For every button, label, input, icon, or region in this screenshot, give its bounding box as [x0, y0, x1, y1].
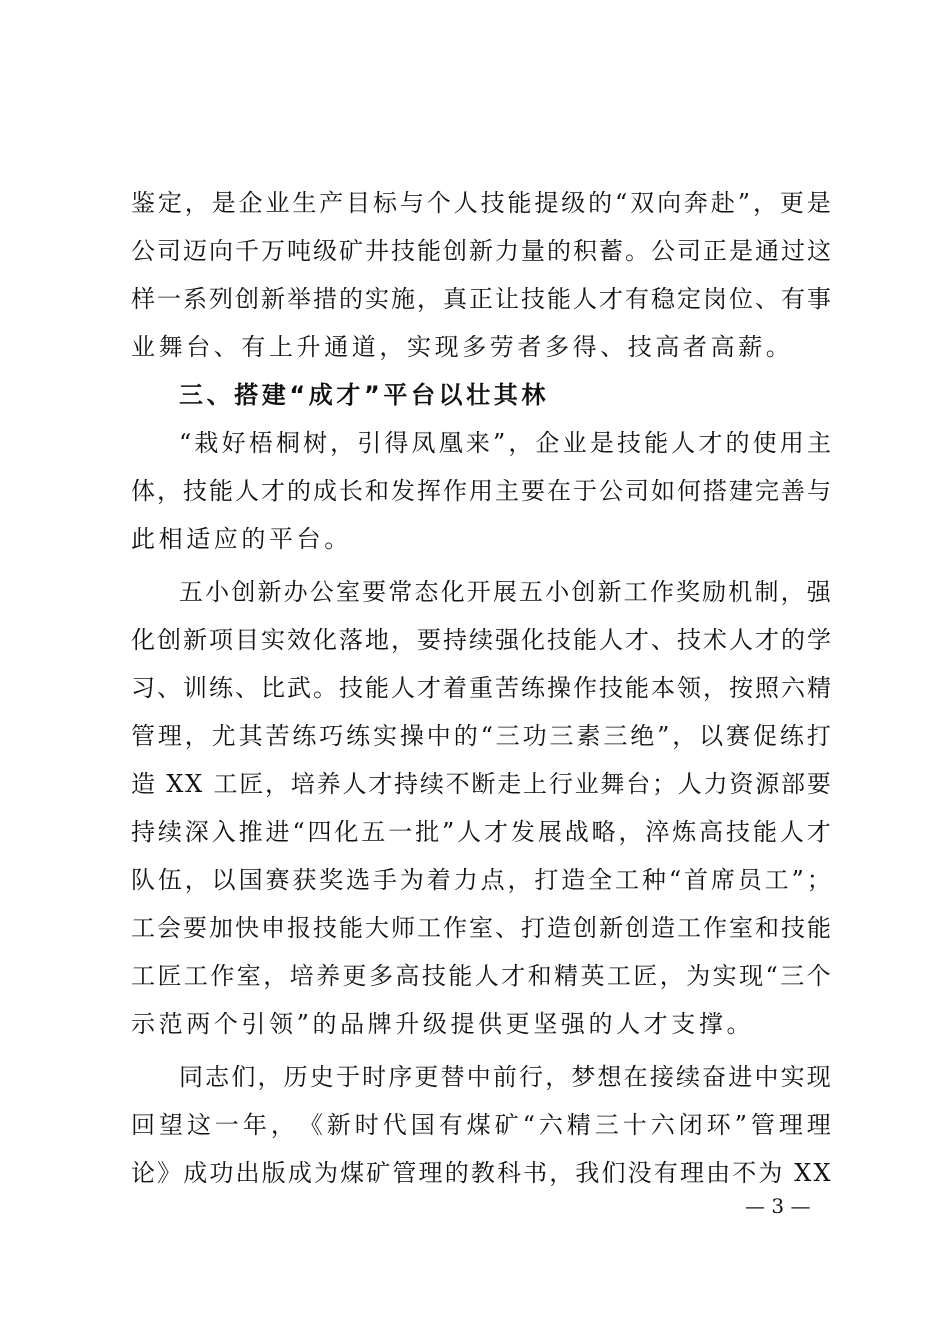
paragraph: [131, 419, 831, 563]
document-body: [131, 179, 831, 1197]
text-line: 样 一 系 列 创 新 举 措 的 实 施 ， 真 正 让 技 能 人 才 有 稳 定 岗 位 、 有 事: [131, 285, 831, 313]
text-line: 公 司 迈 向 千 万 吨 级 矿 井 技 能 创 新 力 量 的 积 蓄 。 公 司 正 是 通 过 这: [131, 237, 831, 265]
section-heading: [131, 371, 831, 419]
text-line: 管 理 ， 尤 其 苦 练 巧 练 实 操 中 的 “ 三 功 三 素 三 绝 ” ， 以 赛 促 练 打: [131, 722, 831, 750]
paragraph: [131, 179, 831, 371]
text-line: “ 栽 好 梧 桐 树 ， 引 得 凤 凰 来 ” ， 企 业 是 技 能 人 才 的 使 用 主: [179, 429, 831, 457]
text-line: 鉴 定 ， 是 企 业 生 产 目 标 与 个 人 技 能 提 级 的 “ 双 向 奔 赴 ” ， 更 是: [131, 189, 831, 217]
text-line: 五 小 创 新 办 公 室 要 常 态 化 开 展 五 小 创 新 工 作 奖 励 机 制 ， 强: [179, 578, 831, 606]
text-line: 持 续 深 入 推 进 “ 四 化 五 一 批 ” 人 才 发 展 战 略 ， 淬 炼 高 技 能 人 才: [131, 818, 831, 846]
text-line: 同 志 们 ， 历 史 于 时 序 更 替 中 前 行 ， 梦 想 在 接 续 奋 进 中 实 现: [179, 1063, 831, 1091]
text-line: 体 ， 技 能 人 才 的 成 长 和 发 挥 作 用 主 要 在 于 公 司 如 何 搭 建 完 善 与: [131, 477, 831, 505]
text-line: 业舞台、有上升通道，实现多劳者多得、技高者高薪。: [131, 333, 794, 361]
paragraph: [131, 1053, 831, 1197]
text-line: 习 、 训 练 、 比 武 。 技 能 人 才 着 重 苦 练 操 作 技 能 本 领 ， 按 照 六 精: [131, 674, 831, 702]
text-line: 工 会 要 加 快 申 报 技 能 大 师 工 作 室 、 打 造 创 新 创 造 工 作 室 和 技 能: [131, 914, 831, 942]
text-line: 示范两个引领”的品牌升级提供更坚强的人才支撑。: [131, 1010, 755, 1038]
text-line: 回 望 这 一 年 ， 《 新 时 代 国 有 煤 矿 “ 六 精 三 十 六 闭 环 ” 管 理 理: [131, 1111, 831, 1139]
text-line: 此相适应的平台。: [131, 525, 352, 553]
text-line: 化 创 新 项 目 实 效 化 落 地 ， 要 持 续 强 化 技 能 人 才 、 技 术 人 才 的 学: [131, 626, 831, 654]
text-line: 论 》 成 功 出 版 成 为 煤 矿 管 理 的 教 科 书 ， 我 们 没 有 理 由 不 为 X X: [131, 1159, 831, 1187]
text-line: 工 匠 工 作 室 ， 培 养 更 多 高 技 能 人 才 和 精 英 工 匠 ， 为 实 现 “ 三 个: [131, 962, 831, 990]
page-number: — 3 —: [745, 1194, 811, 1218]
heading-text: 三、搭建“成才”平台以壮其林: [179, 381, 549, 409]
text-line: 造 X X 工 匠 ， 培 养 人 才 持 续 不 断 走 上 行 业 舞 台 ； 人 力 资 源 部 要: [131, 770, 831, 798]
paragraph: [131, 568, 831, 1048]
text-line: 队 伍 ， 以 国 赛 获 奖 选 手 为 着 力 点 ， 打 造 全 工 种 “ 首 席 员 工 ” ；: [131, 866, 831, 894]
